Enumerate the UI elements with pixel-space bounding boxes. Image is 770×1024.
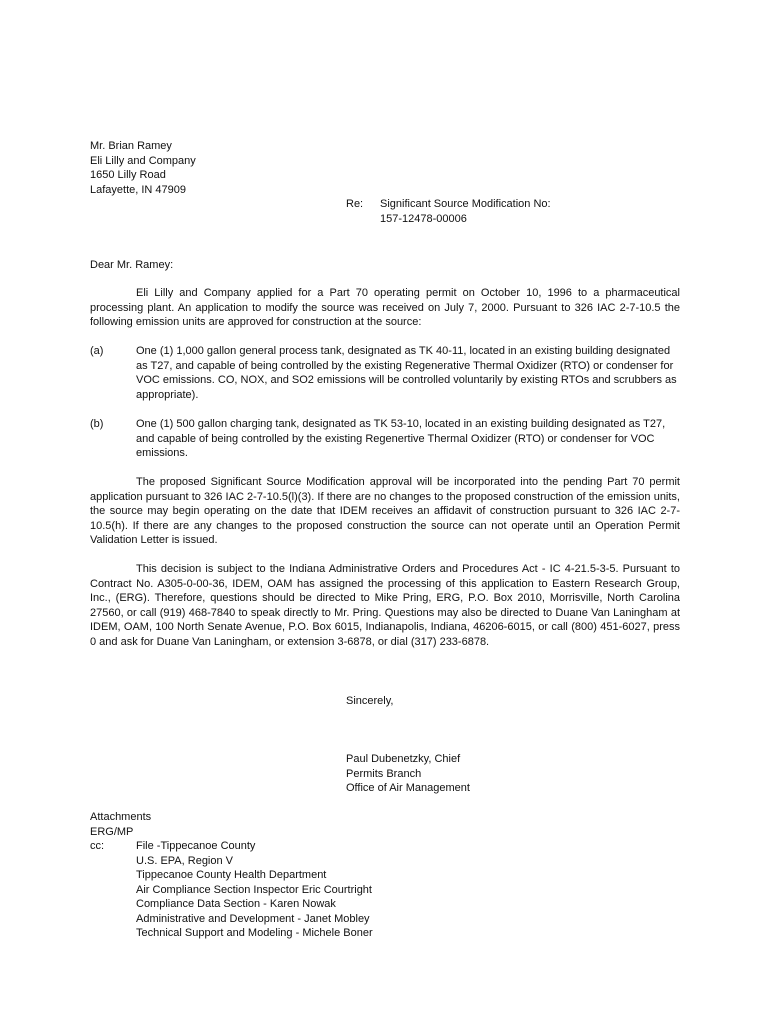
item-a-text: One (1) 1,000 gallon general process tank, designated as TK 40-11, located in an existing building designated as T27, and capable of being controlled by the existing Regenerative Thermal Oxidizer (RTO) or condenser for VOC emissions. CO, NOX, and SO2 emissions will be controlled voluntarily by existing RTOs and scrubbers as appropriate).: [136, 345, 677, 401]
cc-list: [136, 839, 373, 941]
recipient-street: 1650 Lilly Road: [90, 169, 166, 181]
closing: Sincerely,: [346, 695, 394, 707]
intro-paragraph: Eli Lilly and Company applied for a Part 70 operating permit on October 10, 1996 to a pharmaceutical processing plant. An application to modify the source was received on July 7, 2000. Pursuant to 326 IAC 2-7-10.5 the following emission units are approved for construction at the source:: [90, 287, 680, 328]
signature-block: [346, 752, 470, 796]
recipient-company: Eli Lilly and Company: [90, 154, 196, 167]
signer-name: Paul Dubenetzky, Chief: [346, 753, 461, 765]
re-subject-block: [380, 197, 551, 226]
item-b-text: One (1) 500 gallon charging tank, designated as TK 53-10, located in an existing building designated as T27, and capable of being controlled by the existing Regenertive Thermal Oxidizer (RTO) or condenser for VOC emissions.: [136, 418, 666, 459]
signer-office: Office of Air Management: [346, 782, 470, 794]
cc-recipient: U.S. EPA, Region V: [136, 854, 234, 867]
salutation: Dear Mr. Ramey:: [90, 259, 174, 271]
item-a-label: (a): [90, 345, 104, 357]
cc-recipient: Technical Support and Modeling - Michele Boner: [136, 927, 373, 939]
cc-recipient: Air Compliance Section Inspector Eric Courtright: [136, 883, 372, 896]
recipient-name: Mr. Brian Ramey: [90, 140, 172, 152]
cc-recipient: Administrative and Development - Janet Mobley: [136, 912, 370, 925]
re-number: 157-12478-00006: [380, 212, 467, 225]
cc-recipient: File -Tippecanoe County: [136, 840, 256, 852]
re-label: Re:: [346, 198, 364, 210]
approval-paragraph: The proposed Significant Source Modification approval will be incorporated into the pending Part 70 permit application pursuant to 326 IAC 2-7-10.5(l)(3). If there are no changes to the proposed construction of the emission units, the source may begin operating on the date that IDEM receives an affidavit of construction pursuant to 326 IAC 2-7-10.5(h). If there are any changes to the proposed construction the source can not operate until an Operation Permit Validation Letter is issued.: [90, 476, 680, 546]
item-b-label: (b): [90, 418, 104, 430]
re-subject: Significant Source Modification No:: [380, 198, 551, 210]
signer-branch: Permits Branch: [346, 767, 422, 780]
typist-initials: ERG/MP: [90, 825, 134, 838]
attachments-label: Attachments: [90, 811, 152, 823]
cc-recipient: Tippecanoe County Health Department: [136, 869, 327, 881]
decision-paragraph: This decision is subject to the Indiana Administrative Orders and Procedures Act - IC 4-21.5-3-5. Pursuant to Contract No. A305-0-00-36, IDEM, OAM has assigned the processing of this application to Eastern Research Group, Inc., (ERG). Therefore, questions should be directed to Mike Pring, ERG, P.O. Box 2010, Morrisville, North Carolina 27560, or call (919) 468-7840 to speak directly to Mr. Pring. Questions may also be directed to Duane Van Laningham at IDEM, OAM, 100 North Senate Avenue, P.O. Box 6015, Indianapolis, Indiana, 46206-6015, or call (800) 451-6027, press 0 and ask for Duane Van Laningham, or extension 3-6878, or dial (317) 233-6878.: [90, 563, 680, 648]
recipient-address: [90, 139, 196, 197]
cc-label: cc:: [90, 840, 105, 852]
cc-recipient: Compliance Data Section - Karen Nowak: [136, 898, 336, 910]
recipient-city: Lafayette, IN 47909: [90, 183, 187, 196]
